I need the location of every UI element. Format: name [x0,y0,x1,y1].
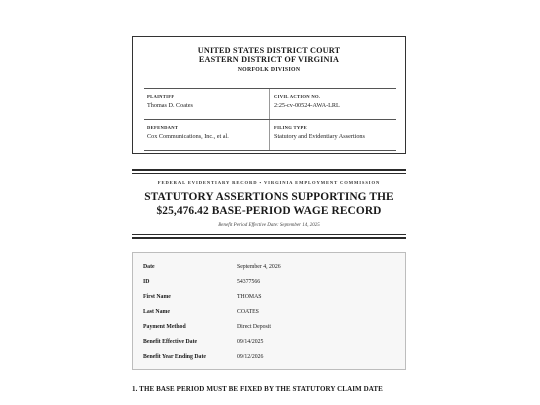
benefit-period-subtitle: Benefit Period Effective Date: September 14, 2025 [218,223,320,228]
case-number: 2:25-cv-00524-AWA-LRL [274,102,340,109]
record-row-benefit-effective-date [143,339,393,354]
plaintiff-label: PLAINTIFF [147,94,175,99]
plaintiff-cell [144,89,269,119]
title-line-2: $25,476.42 BASE-PERIOD WAGE RECORD [156,204,382,217]
record-label: Benefit Effective Date [143,339,198,345]
court-heading [133,46,405,74]
record-value: September 4, 2026 [237,264,281,270]
record-row-payment-method [143,324,393,339]
case-number-cell [269,89,396,119]
court-division: NORFOLK DIVISION [237,66,301,73]
record-label: Date [143,264,155,270]
record-row-last-name [143,309,393,324]
record-value: THOMAS [237,294,262,300]
defendant-cell [144,120,269,150]
record-row-id [143,279,393,294]
header-bottom-rule-thin [132,234,406,235]
record-row-first-name [143,294,393,309]
header-top-rule-thin [132,173,406,174]
court-district: EASTERN DISTRICT OF VIRGINIA [198,55,340,65]
filing-type: Statutory and Evidentiary Assertions [274,133,365,140]
party-row-1 [144,88,396,119]
record-value: 54377566 [237,279,261,285]
header-top-rule-thick [132,169,406,171]
record-label: Last Name [143,309,170,315]
record-row-benefit-year-ending [143,354,393,369]
record-label: Benefit Year Ending Date [143,354,206,360]
header-bottom-rule-thick [132,237,406,239]
record-value: 09/14/2025 [237,339,264,345]
document-title [132,191,406,218]
case-caption [132,36,406,154]
record-label: ID [143,279,150,285]
party-grid [144,88,396,151]
record-label: Payment Method [143,324,186,330]
defendant-name: Cox Communications, Inc., et al. [147,133,229,140]
record-value: 09/12/2026 [237,354,264,360]
wage-record-panel [132,252,406,370]
plaintiff-name: Thomas D. Coates [147,102,193,109]
section-heading: 1. THE BASE PERIOD MUST BE FIXED BY THE STATUTORY CLAIM DATE [132,385,383,393]
record-eyebrow: FEDERAL EVIDENTIARY RECORD • VIRGINIA EMPLOYMENT COMMISSION [157,180,381,185]
party-row-2 [144,119,396,151]
filing-type-label: FILING TYPE [274,125,307,130]
defendant-label: DEFENDANT [147,125,179,130]
record-label: First Name [143,294,171,300]
court-name: UNITED STATES DISTRICT COURT [197,46,341,55]
case-number-label: CIVIL ACTION NO. [274,94,321,99]
record-value: COATES [237,309,259,315]
filing-type-cell [269,120,396,150]
record-row-date [143,264,393,279]
title-line-1: STATUTORY ASSERTIONS SUPPORTING THE [144,191,394,203]
record-value: Direct Deposit [237,324,271,330]
